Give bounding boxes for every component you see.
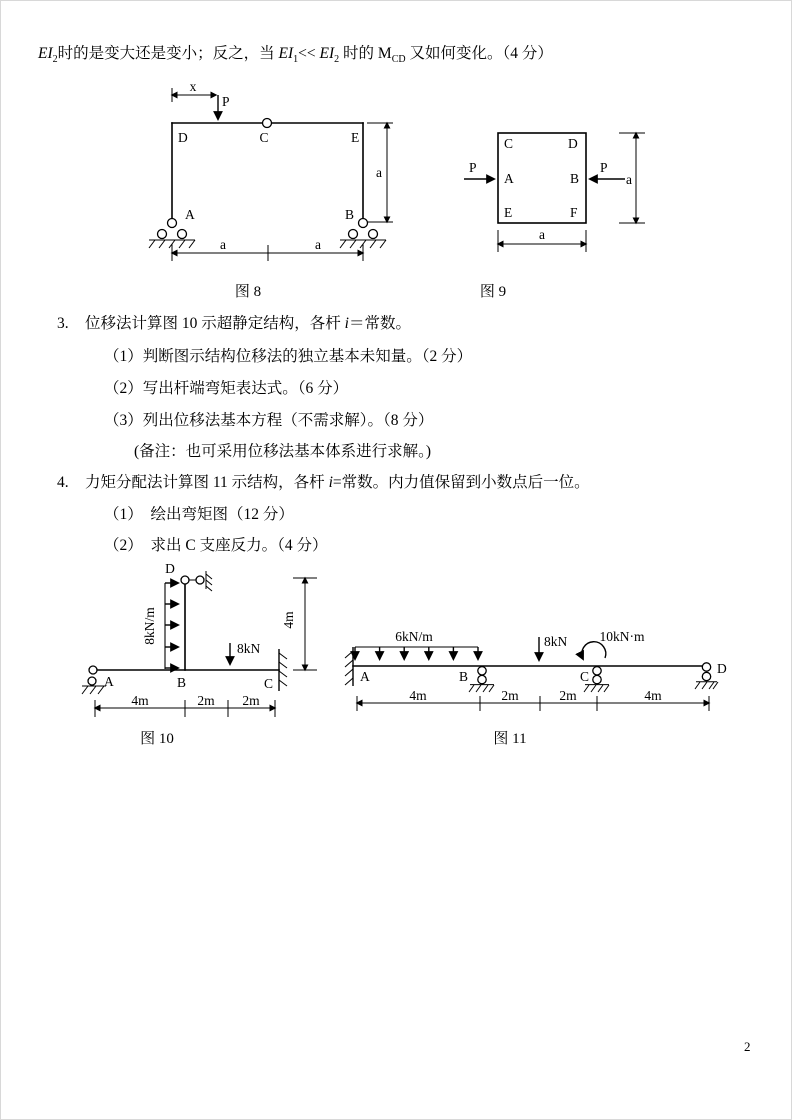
udl-label: 6kN/m: [395, 629, 433, 644]
dimension-height: [619, 133, 645, 223]
i-symbol: i: [344, 315, 349, 332]
members: [93, 584, 279, 670]
udl-label: 8kN/m: [142, 607, 157, 645]
ei-symbol: EI: [278, 45, 294, 62]
node-d-label: D: [178, 130, 188, 145]
question2-continuation-line: [38, 44, 553, 66]
text-run: 位移法计算图 10 示超静定结构，各杆: [85, 315, 345, 332]
node-d-label: D: [568, 136, 578, 151]
question-4-number: 4.: [57, 474, 69, 491]
dim-span3-label: 2m: [242, 693, 260, 708]
question-4-heading: [57, 473, 590, 492]
node-e-label: E: [504, 205, 513, 220]
moment-10knm-arrow: [582, 642, 606, 659]
subscript: 2: [334, 54, 340, 66]
figure-9-box-diagram: [440, 110, 665, 258]
figure-11-caption: 图 11: [493, 731, 527, 747]
dim-x-label: x: [189, 79, 197, 94]
node-d-label: D: [717, 661, 727, 676]
question-3-heading: [57, 314, 411, 333]
moment-label: 10kN·m: [599, 629, 645, 644]
node-c-label: C: [580, 669, 590, 684]
dim-height-a-label: a: [376, 165, 382, 180]
load-p-right-label: P: [600, 160, 608, 175]
dim-span-right-label: a: [315, 237, 321, 252]
ei-symbol: EI: [38, 45, 53, 62]
figure-8-frame-diagram: [135, 80, 425, 268]
node-d-label: D: [165, 561, 175, 576]
support-a: [149, 219, 195, 249]
subscript: CD: [391, 54, 406, 66]
text-run: 力矩分配法计算图 11 示结构，各杆: [85, 474, 329, 491]
question-4-item-1: （1） 绘出弯矩图（12 分）: [104, 506, 294, 523]
dim-span-left-label: a: [220, 237, 226, 252]
page-number: 2: [744, 1039, 751, 1054]
subscript: 1: [293, 54, 299, 66]
node-c-label: C: [504, 136, 514, 151]
node-b-label: B: [177, 675, 187, 690]
subscript: 2: [52, 54, 58, 66]
dim-width-a-label: a: [539, 227, 545, 242]
text-run: 时的 M: [339, 45, 392, 62]
node-b-label: B: [345, 207, 355, 222]
question-3-number: 3.: [57, 315, 69, 332]
point-load-label: 8kN: [237, 641, 261, 656]
figure-10-caption: 图 10: [140, 731, 174, 747]
node-f-label: F: [570, 205, 578, 220]
support-b: [340, 219, 386, 249]
question-3-item-3: （3）列出位移法基本方程（不需求解）。（8 分）: [104, 412, 434, 429]
text-run: ＝常数。: [348, 315, 411, 332]
text-run: 时的是变大还是变小；反之，当: [57, 45, 279, 62]
distributed-load-8knm: [165, 583, 178, 669]
figure-8-caption: 图 8: [234, 284, 262, 300]
dim-span3-label: 2m: [559, 688, 577, 703]
node-b-label: B: [570, 171, 580, 186]
figure-9-caption: 图 9: [479, 284, 507, 300]
distributed-load-6knm: [355, 647, 478, 659]
node-a-label: A: [504, 171, 514, 186]
text-run: <<: [298, 45, 320, 62]
text-run: =常数。内力值保留到小数点后一位。: [332, 474, 590, 491]
question-4-item-2: （2） 求出 C 支座反力。（4 分）: [104, 537, 328, 554]
dim-span2-label: 2m: [501, 688, 519, 703]
question-3-item-1: （1）判断图示结构位移法的独立基本未知量。（2 分）: [104, 348, 473, 365]
hinge-c: [263, 119, 272, 128]
dim-span4-label: 4m: [644, 688, 662, 703]
support-c-fixed: [279, 649, 287, 691]
node-a-label: A: [104, 674, 114, 689]
figure-11-beam-diagram: [340, 600, 770, 722]
node-a-label: A: [185, 207, 195, 222]
node-a-label: A: [360, 669, 370, 684]
question-3-item-2: （2）写出杆端弯矩表达式。（6 分）: [104, 380, 349, 397]
dim-height-a-label: a: [626, 172, 632, 187]
question-3-note: (备注：也可采用位移法基本体系进行求解。): [134, 443, 432, 460]
dimension-height: [293, 578, 317, 670]
node-c-label: C: [259, 130, 269, 145]
dimension-spans: [172, 244, 363, 261]
node-c-label: C: [264, 676, 274, 691]
i-symbol: i: [328, 474, 333, 491]
support-a-fixed: [345, 647, 353, 686]
dim-span1-label: 4m: [409, 688, 427, 703]
support-b-roller: [469, 667, 494, 692]
dim-span2-label: 2m: [197, 693, 215, 708]
point-load-label: 8kN: [544, 634, 568, 649]
load-p-left-label: P: [469, 160, 477, 175]
node-e-label: E: [351, 130, 360, 145]
load-p-label: P: [222, 94, 230, 109]
figure-10-structure-diagram: [60, 560, 380, 730]
dim-height-label: 4m: [281, 611, 296, 629]
text-run: 又如何变化。（4 分）: [405, 45, 553, 62]
ei-symbol: EI: [319, 45, 335, 62]
dim-span1-label: 4m: [131, 693, 149, 708]
node-b-label: B: [459, 669, 469, 684]
